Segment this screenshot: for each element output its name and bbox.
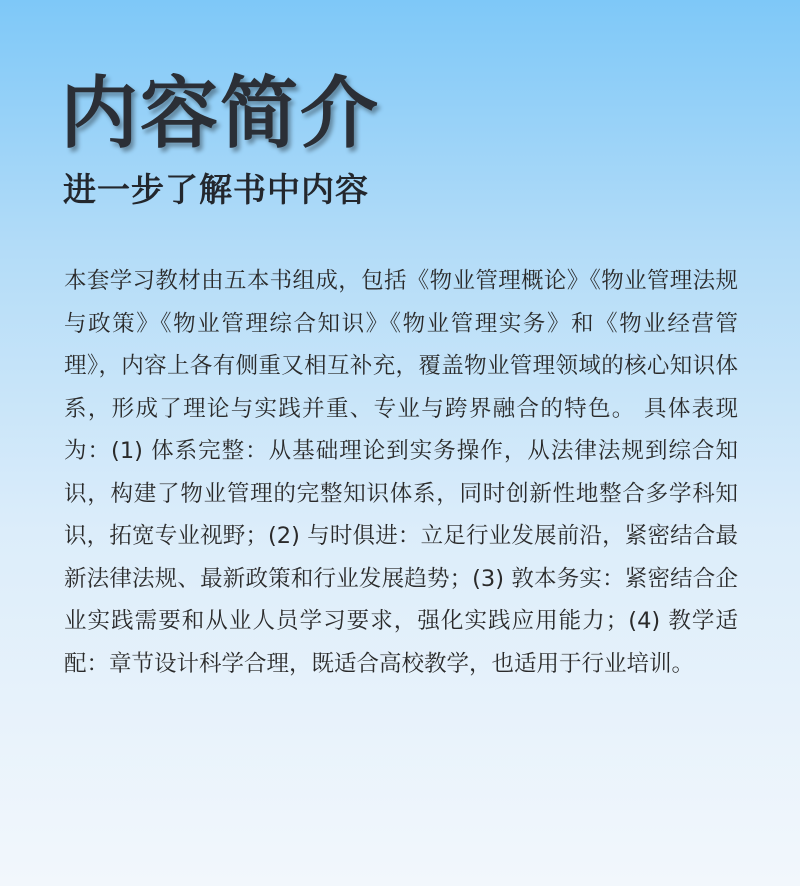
intro-paragraph: 本套学习教材由五本书组成，包括《物业管理概论》《物业管理法规与政策》《物业管理综合知识》《物业管理实务》和《物业经营管理》，内容上各有侧重又相互补充，覆盖物业管理领域的核心知识体系，形成了理论与实践并重、专业与跨界融合的特色。 具体表现为：(1) 体系完整：从基础理论到实务操作，从法律法规到综合知识，构建了物业管理的完整知识体系，同时创新性地整合多学科知识，拓宽专业视野；(2) 与时俱进：立足行业发展前沿，紧密结合最新法律法规、最新政策和行业发展趋势；(3) 敦本务实：紧密结合企业实践需要和从业人员学习要求，强化实践应用能力；(4) 教学适配：章节设计科学合理，既适合高校教学，也适用于行业培训。 bbox=[64, 268, 738, 677]
page-title: 内容简介 bbox=[60, 69, 381, 159]
page-subtitle: 进一步了解书中内容 bbox=[63, 170, 369, 209]
